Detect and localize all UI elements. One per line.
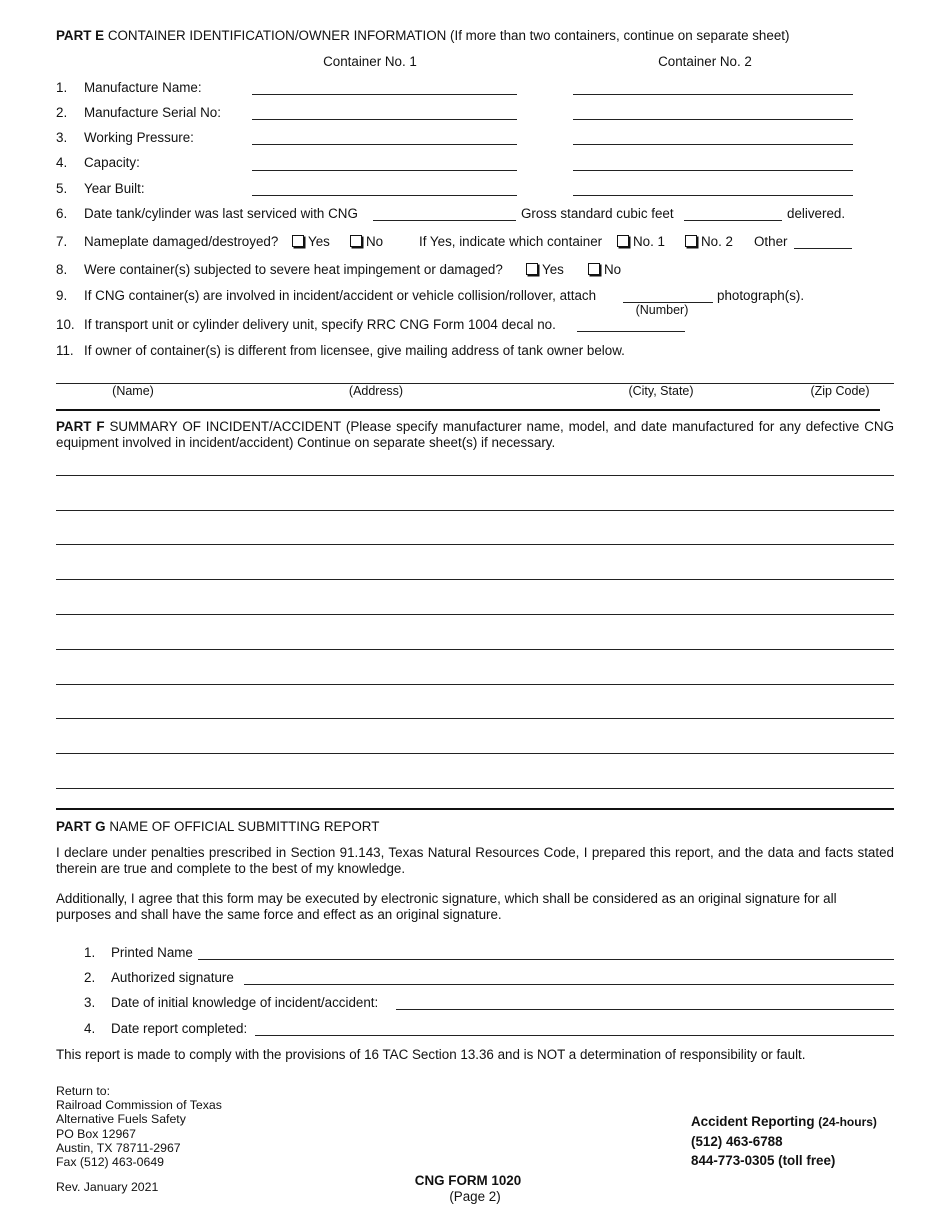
address-caption-zip: (Zip Code) xyxy=(810,384,870,398)
checkbox-icon[interactable] xyxy=(685,235,697,247)
return-address-line: Return to: xyxy=(56,1084,110,1098)
field-number: 3. xyxy=(84,995,96,1010)
field-number: 1. xyxy=(84,945,96,960)
part-g-label: PART G xyxy=(56,819,106,834)
summary-line[interactable] xyxy=(56,614,894,615)
part-g-title: NAME OF OFFICIAL SUBMITTING REPORT xyxy=(109,819,380,834)
summary-line[interactable] xyxy=(56,649,894,650)
field-number: 9. xyxy=(56,288,68,303)
field-label: Capacity: xyxy=(84,155,140,170)
field-number: 2. xyxy=(84,970,96,985)
container-1-year-field[interactable] xyxy=(252,195,517,196)
owner-address-field[interactable] xyxy=(56,383,894,384)
address-caption-city: (City, State) xyxy=(628,384,694,398)
last-serviced-date-field[interactable] xyxy=(373,220,516,221)
heat-no-option[interactable]: No xyxy=(588,262,621,277)
item9-suffix: photograph(s). xyxy=(717,288,805,303)
compliance-statement: This report is made to comply with the provisions of 16 TAC Section 13.36 and is NOT a determination of responsibility or fault. xyxy=(56,1047,806,1062)
item7-other-text: Other xyxy=(754,234,788,249)
return-address-line: Austin, TX 78711-2967 xyxy=(56,1140,181,1155)
field-number: 11. xyxy=(56,343,74,358)
authorized-signature-label: Authorized signature xyxy=(111,970,234,985)
return-address xyxy=(56,1084,222,1169)
checkbox-icon[interactable] xyxy=(617,235,629,247)
checkbox-icon[interactable] xyxy=(292,235,304,247)
field-label: Working Pressure: xyxy=(84,130,194,145)
container-no2-option[interactable]: No. 2 xyxy=(685,234,733,249)
field-number: 3. xyxy=(56,130,68,145)
return-address-line: Alternative Fuels Safety xyxy=(56,1112,186,1127)
summary-line[interactable] xyxy=(56,579,894,580)
printed-name-label: Printed Name xyxy=(111,945,193,960)
electronic-signature-paragraph: Additionally, I agree that this form may be executed by electronic signature, which shall be considered as an original signature for all purposes and shall have the same force and effect as an original signature. xyxy=(56,891,837,922)
printed-name-field[interactable] xyxy=(198,959,894,960)
number-caption: (Number) xyxy=(635,303,689,317)
nameplate-yes-option[interactable]: Yes xyxy=(292,234,330,249)
accident-reporting-heading: Accident Reporting (24-hours) xyxy=(691,1114,877,1129)
container-2-capacity-field[interactable] xyxy=(573,170,853,171)
page-number: (Page 2) xyxy=(449,1189,501,1204)
container-1-manufacture-name-field[interactable] xyxy=(252,94,517,95)
container-1-pressure-field[interactable] xyxy=(252,144,517,145)
container-1-header: Container No. 1 xyxy=(323,54,417,69)
heat-yes-option[interactable]: Yes xyxy=(526,262,564,277)
nameplate-no-option[interactable]: No xyxy=(350,234,383,249)
field-label: Manufacture Name: xyxy=(84,80,202,95)
return-address-line: Fax (512) 463-0649 xyxy=(56,1155,165,1170)
item6-text: Date tank/cylinder was last serviced with CNG xyxy=(84,206,358,221)
other-container-field[interactable] xyxy=(794,248,852,249)
part-e-title: CONTAINER IDENTIFICATION/OWNER INFORMATION (If more than two containers, continue on separate sheet) xyxy=(107,28,790,43)
field-label: Year Built: xyxy=(84,181,145,196)
summary-line[interactable] xyxy=(56,684,894,685)
part-f-label: PART F xyxy=(56,419,105,434)
summary-line[interactable] xyxy=(56,788,894,789)
report-completed-date-label: Date report completed: xyxy=(111,1021,248,1036)
part-g-heading xyxy=(56,819,379,834)
report-completed-date-field[interactable] xyxy=(255,1035,894,1036)
field-number: 7. xyxy=(56,234,68,249)
field-number: 10. xyxy=(56,317,75,332)
declaration-paragraph: I declare under penalties prescribed in Section 91.143, Texas Natural Resources Code, I prepared this report, and the data and facts stated therein are true and complete to the best of my knowledge. xyxy=(56,845,894,876)
item7-indicate-text: If Yes, indicate which container xyxy=(419,234,603,249)
address-caption-address: (Address) xyxy=(348,384,404,398)
checkbox-icon[interactable] xyxy=(588,263,600,275)
revision-date: Rev. January 2021 xyxy=(56,1180,159,1194)
field-number: 2. xyxy=(56,105,68,120)
container-no1-option[interactable]: No. 1 xyxy=(617,234,665,249)
return-address-line: Railroad Commission of Texas xyxy=(56,1098,222,1113)
container-2-pressure-field[interactable] xyxy=(573,144,853,145)
container-2-header: Container No. 2 xyxy=(658,54,752,69)
summary-line[interactable] xyxy=(56,510,894,511)
decal-number-field[interactable] xyxy=(577,331,685,332)
container-2-year-field[interactable] xyxy=(573,195,853,196)
field-label: Manufacture Serial No: xyxy=(84,105,221,120)
container-2-manufacture-name-field[interactable] xyxy=(573,94,853,95)
container-1-serial-field[interactable] xyxy=(252,119,517,120)
field-number: 5. xyxy=(56,181,68,196)
checkbox-icon[interactable] xyxy=(526,263,538,275)
field-number: 8. xyxy=(56,262,68,277)
field-number: 4. xyxy=(56,155,68,170)
field-number: 1. xyxy=(56,80,68,95)
phone-local: (512) 463-6788 xyxy=(691,1134,783,1149)
summary-line[interactable] xyxy=(56,475,894,476)
container-1-capacity-field[interactable] xyxy=(252,170,517,171)
item8-text: Were container(s) subjected to severe heat impingement or damaged? xyxy=(84,262,503,277)
section-divider xyxy=(56,808,894,810)
part-e-heading xyxy=(56,28,789,43)
item7-text: Nameplate damaged/destroyed? xyxy=(84,234,279,249)
summary-line[interactable] xyxy=(56,753,894,754)
item6-delivered-text: delivered. xyxy=(787,206,846,221)
form-name: CNG FORM 1020 xyxy=(414,1173,522,1188)
part-e-label: PART E xyxy=(56,28,105,43)
initial-knowledge-date-field[interactable] xyxy=(396,1009,894,1010)
part-f-heading xyxy=(56,419,894,451)
item6-gross-text: Gross standard cubic feet xyxy=(521,206,674,221)
part-f-text: SUMMARY OF INCIDENT/ACCIDENT (Please specify manufacturer name, model, and date manufactured for any defective CNG equipment involved in incident/accident) Continue on separate sheet(s) if necessary. xyxy=(56,419,894,450)
checkbox-icon[interactable] xyxy=(350,235,362,247)
field-number: 4. xyxy=(84,1021,96,1036)
item9-text: If CNG container(s) are involved in incident/accident or vehicle collision/rollover, attach xyxy=(84,288,597,303)
authorized-signature-field[interactable] xyxy=(244,984,894,985)
section-divider xyxy=(56,409,880,411)
initial-knowledge-date-label: Date of initial knowledge of incident/accident: xyxy=(111,995,379,1010)
item10-text: If transport unit or cylinder delivery unit, specify RRC CNG Form 1004 decal no. xyxy=(84,317,556,332)
return-address-line: PO Box 12967 xyxy=(56,1126,136,1141)
field-number: 6. xyxy=(56,206,68,221)
container-2-serial-field[interactable] xyxy=(573,119,853,120)
address-caption-name: (Name) xyxy=(112,384,154,398)
summary-line[interactable] xyxy=(56,544,894,545)
gross-cubic-feet-field[interactable] xyxy=(684,220,782,221)
phone-toll-free: 844-773-0305 (toll free) xyxy=(691,1153,836,1168)
item11-text: If owner of container(s) is different from licensee, give mailing address of tank owner below. xyxy=(84,343,625,358)
summary-line[interactable] xyxy=(56,718,894,719)
